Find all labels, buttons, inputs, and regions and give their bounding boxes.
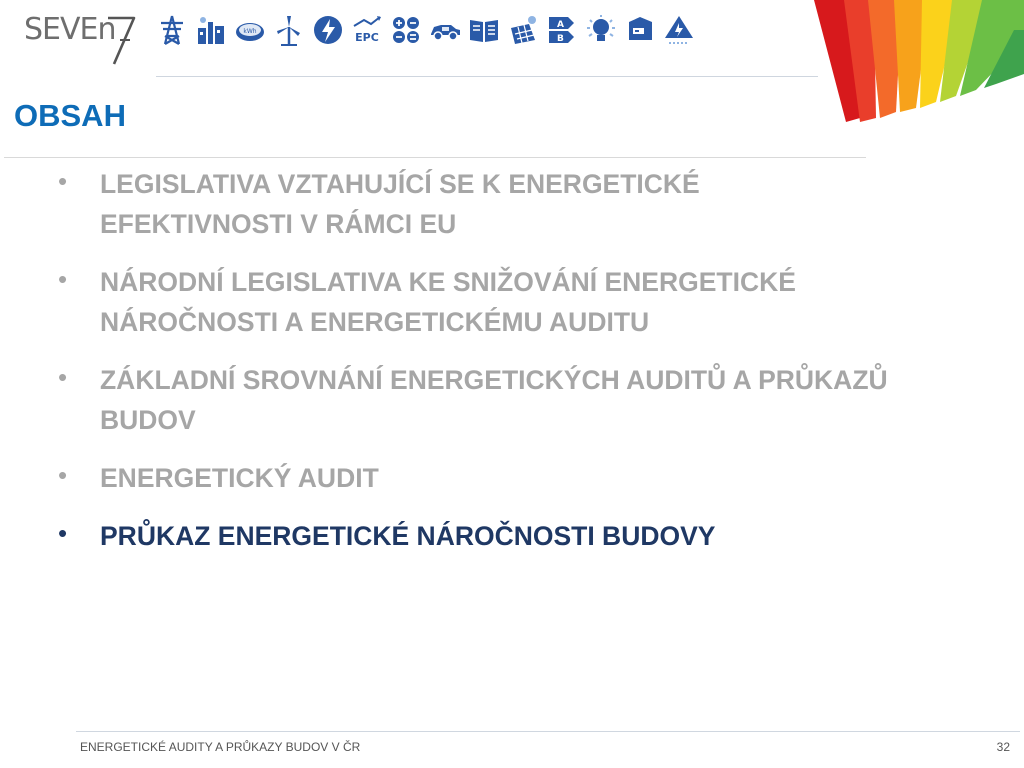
car-icon [429, 14, 461, 58]
meter-disc-icon [234, 14, 266, 58]
footer-divider [76, 731, 1020, 732]
svg-text:kWh: kWh [243, 28, 257, 35]
solar-panel-icon [507, 14, 539, 58]
seven-logo [24, 8, 140, 64]
agenda-item [56, 360, 896, 440]
power-tower-icon [156, 14, 188, 58]
wind-turbine-icon [273, 14, 305, 58]
box-icon [624, 14, 656, 58]
bullet-dot: • [58, 264, 68, 294]
logo-text: SEVEn [24, 12, 116, 47]
agenda-item [56, 164, 896, 244]
epc-icon-label: EPC [355, 31, 379, 44]
page-title: OBSAH [14, 98, 126, 133]
bullet-dot: • [58, 166, 68, 196]
energy-label-ab-icon [546, 14, 578, 58]
calculator-icon [390, 14, 422, 58]
bullet-dot: • [58, 362, 68, 392]
footer-title: ENERGETICKÉ AUDITY A PRŮKAZY BUDOV V ČR [80, 740, 361, 754]
book-icon [468, 14, 500, 58]
agenda-list [56, 164, 896, 574]
agenda-item [56, 262, 896, 342]
agenda-item-text: NÁRODNÍ LEGISLATIVA KE SNIŽOVÁNÍ ENERGETICKÉ NÁROČNOSTI A ENERGETICKÉMU AUDITU [100, 267, 796, 337]
page-number: 32 [996, 740, 1010, 754]
agenda-item-text: LEGISLATIVA VZTAHUJÍCÍ SE K ENERGETICKÉ EFEKTIVNOSTI V RÁMCI EU [100, 169, 700, 239]
factory-icon [195, 14, 227, 58]
agenda-item [56, 458, 896, 498]
warning-house-icon [663, 14, 695, 58]
energy-rainbow-stripes [814, 0, 1024, 125]
bullet-dot: • [58, 460, 68, 490]
epc-icon [351, 14, 383, 58]
header-divider [156, 76, 818, 77]
bullet-dot: • [58, 518, 68, 548]
lightning-bolt-icon [312, 14, 344, 58]
agenda-item-text: PRŮKAZ ENERGETICKÉ NÁROČNOSTI BUDOVY [100, 521, 716, 551]
topic-icon-bar [156, 14, 818, 64]
svg-text:A: A [557, 20, 564, 30]
title-divider [4, 157, 866, 158]
agenda-item-current [56, 516, 896, 556]
agenda-item-text: ZÁKLADNÍ SROVNÁNÍ ENERGETICKÝCH AUDITŮ A PRŮKAZŮ BUDOV [100, 365, 888, 435]
agenda-item-text: ENERGETICKÝ AUDIT [100, 463, 379, 493]
logo-seven-mark [106, 14, 136, 66]
svg-text:B: B [557, 34, 564, 44]
light-bulb-icon [585, 14, 617, 58]
